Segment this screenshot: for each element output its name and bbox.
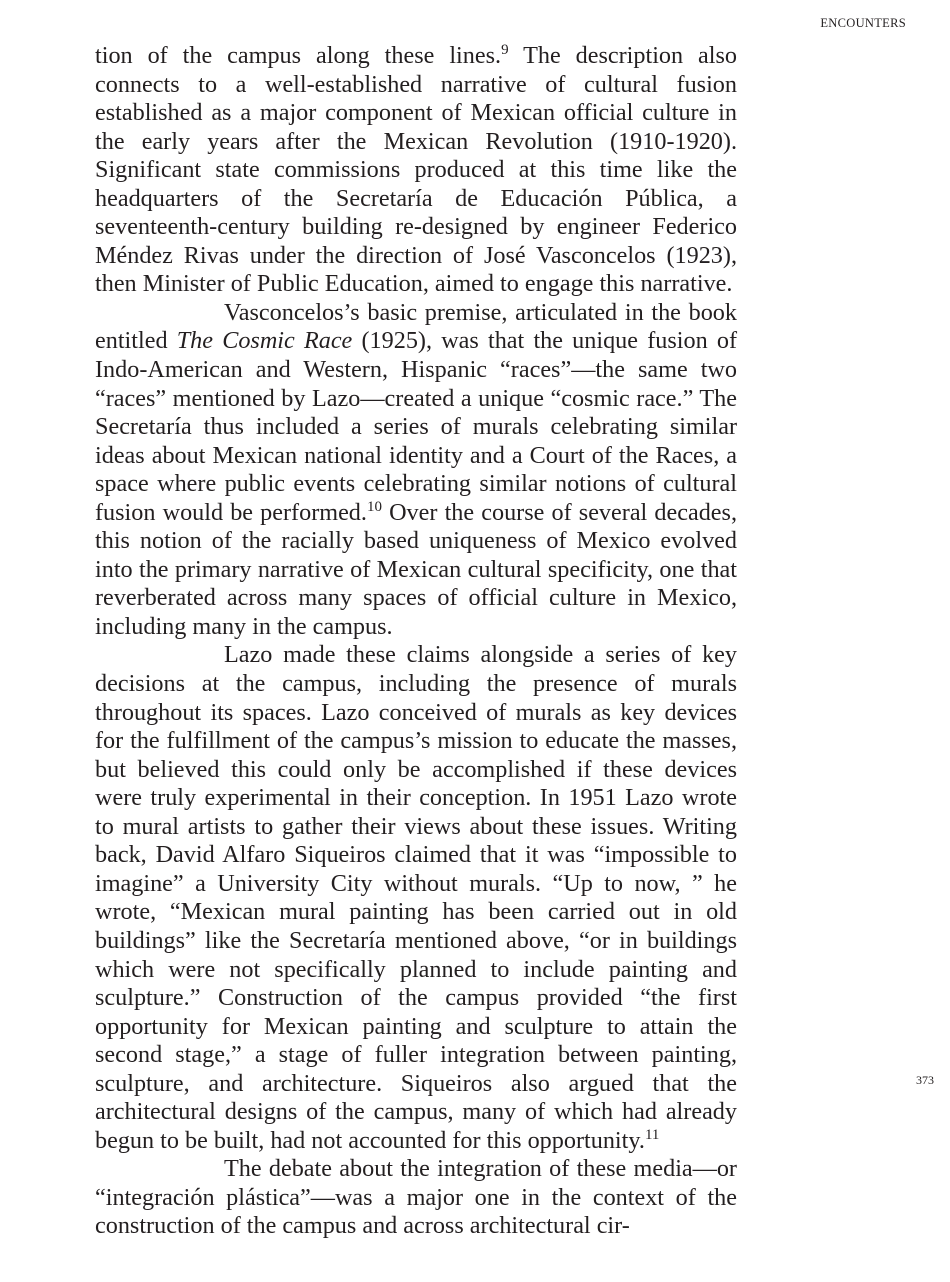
- page-number: 373: [916, 1073, 934, 1087]
- footnote-ref-11[interactable]: 11: [644, 1126, 660, 1143]
- footnote-ref-9[interactable]: 9: [501, 42, 509, 58]
- paragraph-text: Vasconcelos’s basic premise, articulated in the book entitled: [95, 298, 737, 355]
- paragraph-1: [95, 42, 737, 299]
- paragraph-text: (1925), was that the unique fusion of Indo-American and Western, Hispanic “races”—the same two “races” mentioned by Lazo—created a unique “cosmic race.” The Secretaría thus included a series of murals celebrating similar ideas about Mexican national identity and a Court of the Races, a space where public events celebrating similar notions of cultural fusion would be performed.: [95, 327, 738, 526]
- paragraph-text: The debate about the integration of these media—or “integración plástica”—was a major one in the context of the construction of the campus and across architectural cir-: [95, 1155, 737, 1240]
- paragraph-3: [95, 641, 737, 1155]
- paragraph-text: Over the course of several decades, this notion of the racially based uniqueness of Mexico evolved into the primary narrative of Mexican cultural specificity, one that reverberated across many spaces of official culture in Mexico, including many in the campus.: [95, 498, 737, 640]
- running-head: ENCOUNTERS: [820, 16, 906, 30]
- book-title: The Cosmic Race: [176, 327, 353, 355]
- paragraph-2: [95, 299, 737, 642]
- paragraph-text: tion of the campus along these lines.: [95, 42, 502, 69]
- paragraph-text: Lazo made these claims alongside a series of key decisions at the campus, including the presence of murals throughout its spaces. Lazo conceived of murals as key devices for the fulfillment of the campus’s mission to educate the masses, but believed this could only be accomplished if these devices were truly experimental in their conception. In 1951 Lazo wrote to mural artists to gather their views about these issues. Writing back, David Alfaro Siqueiros claimed that it was “impossible to imagine” a University City without murals. “Up to now, ” he wrote, “Mexican mural painting has been carried out in old buildings” like the Secretaría mentioned above, “or in buildings which were not specifically planned to include painting and sculpture.” Construction of the campus provided “the first opportunity for Mexican painting and sculpture to attain the second stage,” a stage of fuller integration between painting, sculpture, and architecture. Siqueiros also argued that the architectural designs of the campus, many of which had already begun to be built, had not accounted for this opportunity.: [95, 641, 737, 1154]
- footnote-ref-10[interactable]: 10: [366, 498, 382, 515]
- paragraph-4: [95, 1155, 737, 1241]
- paragraph-text: The description also connects to a well-established narrative of cultural fusion established as a major component of Mexican official culture in the early years after the Mexican Revolution (1910-1920). Significant state commissions produced at this time like the headquarters of the Secretaría de Educación Pública, a seventeenth-century building re-designed by engineer Federico Méndez Rivas under the direction of José Vasconcelos (1923), then Minister of Public Education, aimed to engage this narrative.: [95, 42, 738, 298]
- body-text: [95, 42, 737, 1241]
